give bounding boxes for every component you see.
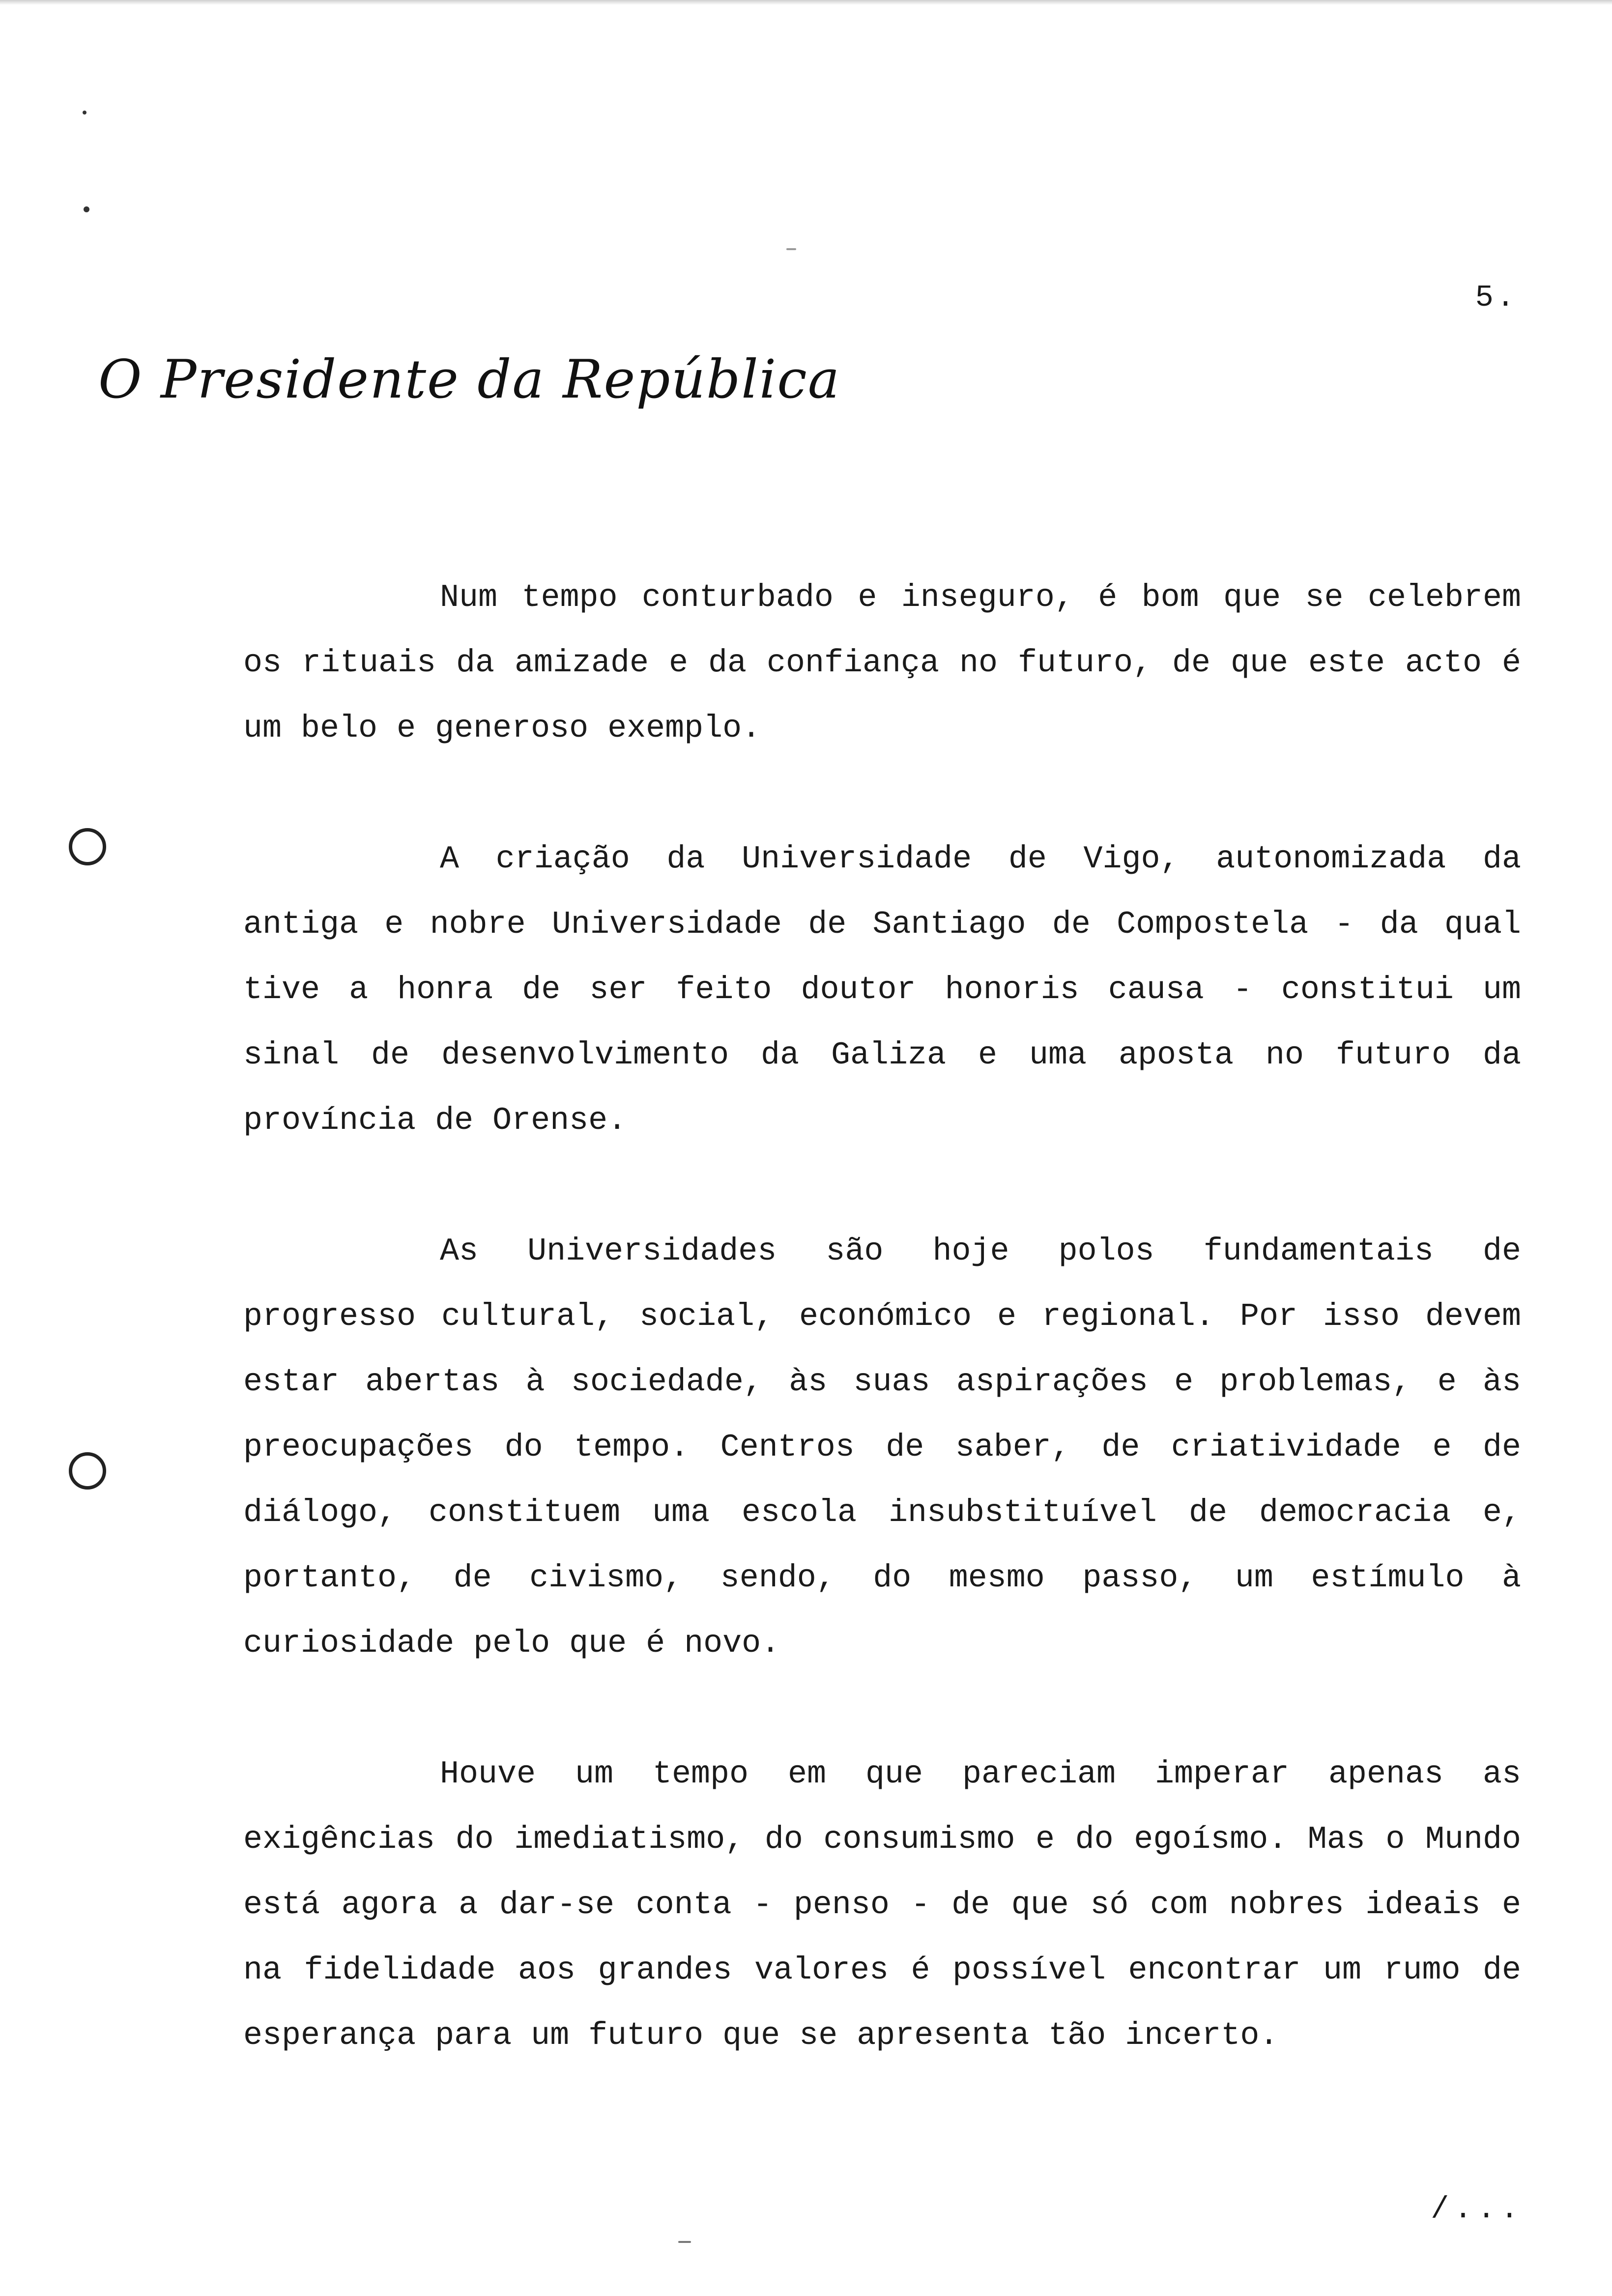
scan-speck	[678, 2241, 691, 2243]
page-number: 5.	[1475, 280, 1518, 315]
document-body	[243, 565, 1521, 2068]
punch-hole	[69, 1452, 106, 1490]
paragraph: Houve um tempo em que pareciam imperar apenas as exigências do imediatismo, do consumismo e do egoísmo. Mas o Mundo está agora a dar-se conta - penso - de que só com nobres ideais e na fidelidade aos grandes valores é possível encontrar um rumo de esperança para um futuro que se apresenta tão incerto.	[243, 1756, 1521, 2054]
letterhead: O Presidente da República	[98, 349, 841, 410]
scan-speck	[786, 248, 796, 250]
paragraph: Num tempo conturbado e inseguro, é bom que se celebrem os rituais da amizade e da confiança no futuro, de que este acto é um belo e generoso exemplo.	[243, 579, 1521, 746]
punch-hole	[69, 828, 106, 865]
scan-speck	[83, 111, 86, 115]
scan-speck	[84, 206, 89, 212]
continuation-mark: /...	[1431, 2192, 1524, 2227]
paragraph: As Universidades são hoje polos fundamentais de progresso cultural, social, económico e regional. Por isso devem estar abertas à sociedade, às suas aspirações e problemas, e às preocupações do tempo. Centros de saber, de criatividade e de diálogo, constituem uma escola insubstituível de democracia e, portanto, de civismo, sendo, do mesmo passo, um estímulo à curiosidade pelo que é novo.	[243, 1233, 1521, 1662]
paragraph: A criação da Universidade de Vigo, autonomizada da antiga e nobre Universidade de Santiago de Compostela - da qual tive a honra de ser feito doutor honoris causa - constitui um sinal de desenvolvimento da Galiza e uma aposta no futuro da província de Orense.	[243, 841, 1521, 1139]
page-top-edge	[0, 0, 1612, 5]
